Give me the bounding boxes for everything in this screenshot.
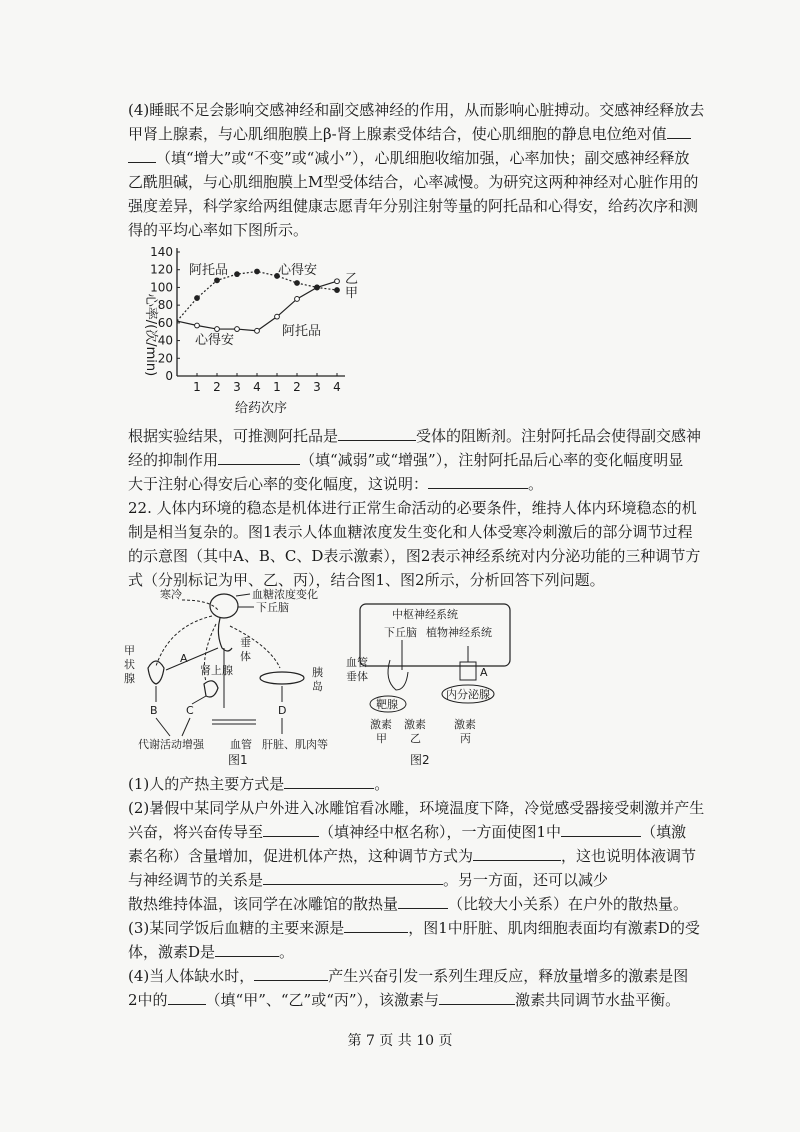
q22-sub2-line3: 素名称）含量增加，促进机体产热，这种调节方式为 ，这也说明体液调节 (128, 847, 697, 865)
answer-blank[interactable] (439, 990, 515, 1005)
fig1-thyroid-2: 状 (124, 658, 135, 671)
q22-sub3-line2: 体，激素D是 。 (128, 943, 295, 961)
fig2-hormone-3: 激素 (454, 718, 476, 731)
x-tick-label: 2 (213, 380, 221, 394)
series-name-jia: 甲 (345, 286, 359, 301)
data-point (255, 269, 260, 274)
data-point (215, 327, 220, 332)
answer-blank[interactable] (215, 942, 279, 957)
y-tick-label: 20 (157, 351, 173, 366)
q22-sub2-line4: 与神经调节的关系是 。另一方面，还可以减少 (128, 871, 609, 889)
data-point (295, 281, 300, 286)
y-tick-label: 140 (150, 245, 173, 259)
fig2-jia: 甲 (376, 732, 387, 745)
fig1-metabolism: 代谢活动增强 (138, 738, 204, 751)
answer-blank[interactable] (344, 918, 408, 933)
nerve-path-cold (182, 600, 218, 610)
q4-after-1: 根据实验结果，可推测阿托品是 受体的阻断剂。注射阿托品会使得副交感神 (128, 427, 702, 445)
label-propranolol-bottom: 心得安 (195, 333, 235, 348)
q22-sub2-line1: (2)暑假中某同学从户外进入冰雕馆看冰雕，环境温度下降，冷觉感受器接受刺激并产生 (128, 799, 705, 817)
fig2-yi: 乙 (410, 732, 421, 745)
pointer-glucose (236, 594, 250, 596)
data-point (295, 297, 300, 302)
pituitary-shape (218, 618, 232, 651)
data-point (215, 278, 220, 283)
fig2-pituitary: 垂体 (346, 670, 368, 683)
x-tick-label: 1 (273, 380, 281, 394)
q4-after-2: 经的抑制作用 （填“减弱”或“增强”），注射阿托品后心率的变化幅度明显 (128, 451, 684, 469)
fig1-pituitary-2: 体 (240, 650, 251, 663)
data-point (235, 327, 240, 332)
heart-rate-chart (125, 240, 365, 420)
data-point (235, 272, 240, 277)
x-tick-label: 4 (253, 380, 261, 394)
q4-line-3: （填“增大”或“不变”或“减小”），心肌细胞收缩加强，心率加快；副交感神经释放 (128, 148, 690, 168)
fig2-hormone-1: 激素 (370, 718, 392, 731)
data-point (315, 285, 320, 290)
figure-2 (340, 600, 540, 770)
series-name-yi: 乙 (345, 272, 359, 287)
q22-sub1: (1)人的产热主要方式是 。 (128, 775, 390, 793)
x-tick-label: 4 (333, 380, 341, 394)
fig1-caption: 图1 (228, 753, 248, 766)
figure-1 (120, 586, 360, 766)
fig1-vessel: 血管 (230, 738, 252, 751)
fig2-label-a: A (480, 666, 488, 679)
q22-sub3-line1: (3)某同学饭后血糖的主要来源是 ，图1中肝脏、肌肉细胞表面均有激素D的受 (128, 919, 700, 937)
fig1-label-a: A (180, 652, 188, 665)
q22-line-1: 22. 人体内环境的稳态是机体进行正常生命活动的必要条件，维持人体内环境稳态的机 (128, 499, 697, 517)
answer-blank[interactable] (254, 966, 328, 981)
answer-blank[interactable] (667, 124, 691, 139)
adrenal-shape (204, 681, 218, 697)
q22-line-2: 制是相当复杂的。图1表示人体血糖浓度发生变化和人体受寒冷刺激后的部分调节过程 (128, 523, 693, 541)
q22-sub4-line1: (4)当人体缺水时， 产生兴奋引发一系列生理反应，释放量增多的激素是图 (128, 967, 689, 985)
arrow-c (192, 696, 206, 704)
q4-line-5: 强度差异，科学家给两组健康志愿青年分别注射等量的阿托品和心得安，给药次序和测 (128, 197, 699, 215)
answer-blank[interactable] (168, 990, 206, 1005)
page-footer: 第 7 页 共 10 页 (347, 1033, 453, 1049)
chart-ylabel: 心率/(次/min) (143, 293, 158, 377)
fig1-glucose: 血糖浓度变化 (252, 588, 318, 601)
x-axis (177, 373, 345, 394)
x-tick-label: 3 (233, 380, 241, 394)
fig1-pituitary-1: 垂 (240, 636, 251, 649)
data-point (195, 323, 200, 328)
y-tick-label: 40 (157, 333, 173, 348)
data-point (255, 328, 260, 333)
fig1-pancreas-1: 胰 (312, 666, 323, 679)
q4-after-3: 大于注射心得安后心率的变化幅度，这说明： 。 (128, 475, 544, 493)
q4-line-6: 得的平均心率如下图所示。 (128, 221, 309, 239)
y-tick-label: 80 (157, 298, 173, 313)
fig2-vessel: 血管 (346, 656, 368, 669)
answer-blank[interactable] (561, 822, 641, 837)
answer-blank[interactable] (473, 846, 561, 861)
fig1-hypothalamus: 下丘脑 (256, 601, 289, 614)
label-atropine-top: 阿托品 (189, 263, 229, 278)
fig1-pancreas-2: 岛 (312, 680, 323, 693)
answer-blank[interactable] (398, 894, 448, 909)
x-tick-label: 2 (293, 380, 301, 394)
fig2-bing: 丙 (460, 732, 471, 745)
fig2-caption: 图2 (410, 753, 430, 767)
y-tick-label: 60 (157, 315, 173, 330)
answer-blank[interactable] (284, 774, 374, 789)
fig1-thyroid-3: 腺 (124, 672, 135, 685)
fig2-target-gland: 靶腺 (376, 698, 398, 711)
fig2-hypothalamus: 下丘脑 (384, 626, 417, 639)
fig2-ans: 植物神经系统 (426, 626, 492, 639)
data-point (195, 296, 200, 301)
fig2-endocrine: 内分泌腺 (446, 688, 490, 701)
y-tick-label: 100 (150, 280, 173, 295)
pancreas-shape (260, 672, 304, 684)
pituitary-stalk (388, 660, 408, 690)
arrow-c-down (182, 718, 190, 736)
label-atropine-bottom: 阿托品 (282, 324, 322, 339)
q22-sub2-line5: 散热维持体温，该同学在冰雕馆的散热量 （比较大小关系）在户外的散热量。 (128, 895, 689, 913)
fig1-cold: 寒冷 (160, 588, 182, 601)
x-tick-label: 3 (313, 380, 321, 394)
box-a (460, 662, 476, 680)
arrow-b-down (156, 718, 170, 736)
data-point (275, 314, 280, 319)
data-point (335, 288, 340, 293)
q22-line-3: 的示意图（其中A、B、C、D表示激素），图2表示神经系统对内分泌功能的三种调节方 (128, 547, 701, 565)
answer-blank[interactable] (128, 148, 156, 163)
q4-line-1: (4)睡眠不足会影响交感神经和副交感神经的作用，从而影响心脏搏动。交感神经释放去 (128, 101, 705, 119)
fig1-label-b: B (150, 704, 158, 717)
q4-line-4: 乙酰胆碱，与心肌细胞膜上M型受体结合，心率减慢。为研究这两种神经对心脏作用的 (128, 173, 699, 191)
answer-blank[interactable] (263, 870, 443, 885)
q22-sub4-line2: 2中的 （填“甲”、“乙”或“丙”），该激素与 激素共同调节水盐平衡。 (128, 991, 681, 1009)
data-point (335, 279, 340, 284)
q22-sub2-line2: 兴奋，将兴奋传导至 （填神经中枢名称），一方面使图1中 （填激 (128, 823, 687, 841)
series-line (177, 271, 337, 321)
thyroid-shape (148, 661, 164, 684)
answer-blank[interactable] (428, 474, 528, 489)
label-propranolol-top: 心得安 (278, 263, 318, 278)
q22-line-4: 式（分别标记为甲、乙、丙），结合图1、图2所示，分析回答下列问题。 (128, 571, 605, 589)
fig1-thyroid-1: 甲 (124, 644, 135, 657)
fig1-adrenal: 肾上腺 (200, 664, 233, 677)
nerve-path-pancreas (230, 626, 280, 668)
fig1-label-d: D (278, 704, 287, 717)
answer-blank[interactable] (218, 450, 300, 465)
fig2-hormone-2: 激素 (404, 718, 426, 731)
fig1-liver: 肝脏、肌肉等 (262, 738, 328, 751)
y-tick-label: 120 (150, 262, 173, 277)
y-tick-label: 0 (165, 369, 173, 383)
chart-xlabel: 给药次序 (234, 401, 288, 416)
fig1-label-c: C (186, 704, 194, 717)
q4-line-2: 甲肾上腺素，与心肌细胞膜上β-肾上腺素受体结合，使心肌细胞的静息电位绝对值 (128, 124, 691, 144)
answer-blank[interactable] (338, 426, 416, 441)
answer-blank[interactable] (263, 822, 319, 837)
fig2-cns: 中枢神经系统 (392, 608, 458, 621)
x-tick-label: 1 (193, 380, 201, 394)
